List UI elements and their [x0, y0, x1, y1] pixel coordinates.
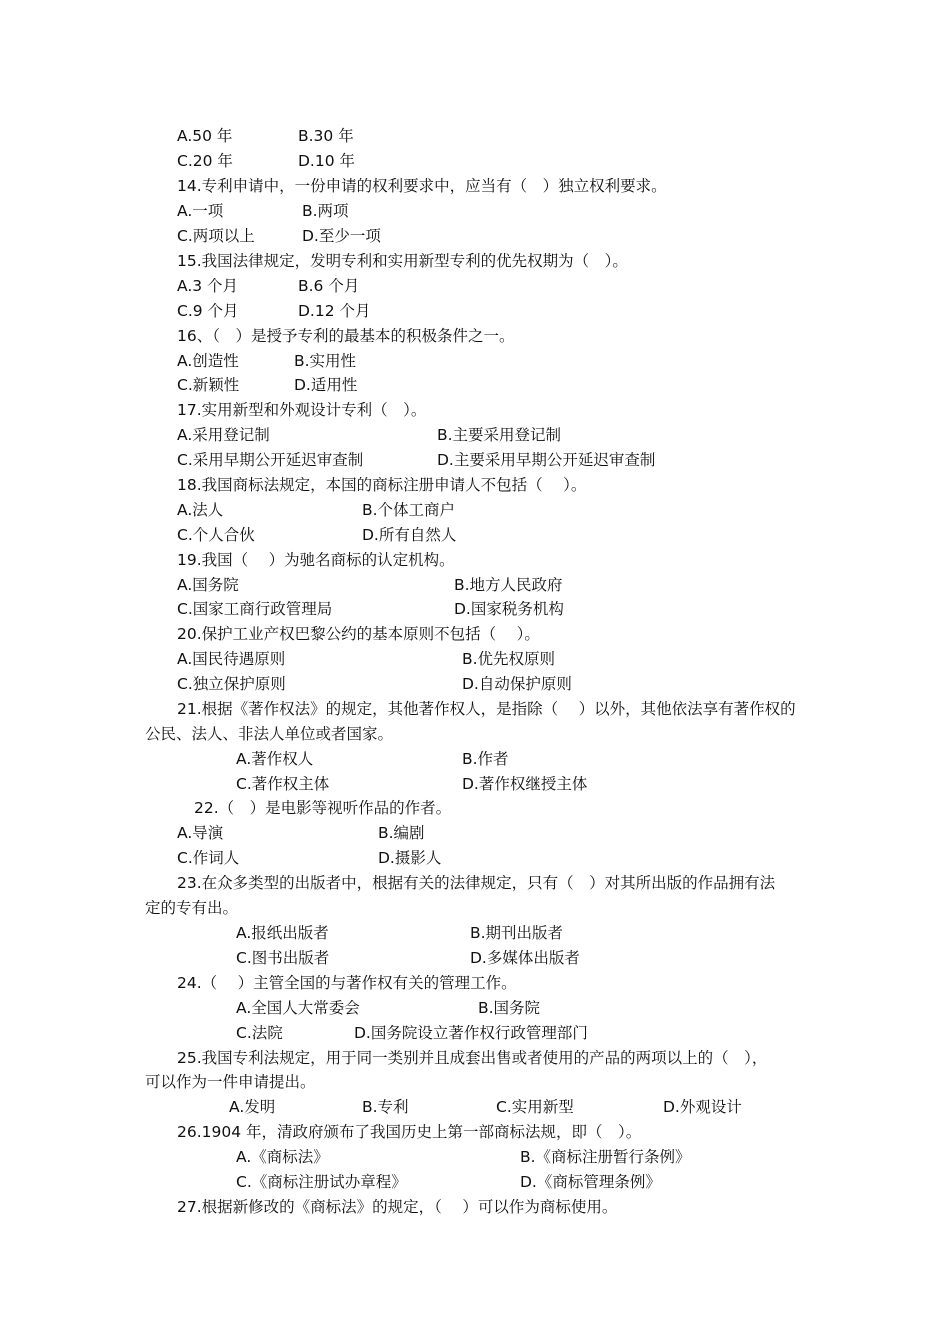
- option-text: B.编剧: [378, 824, 425, 842]
- question-text: 20.保护工业产权巴黎公约的基本原则不包括（ ）。: [177, 625, 540, 643]
- option-text: C.个人合伙: [177, 526, 255, 544]
- option-text: C.独立保护原则: [177, 675, 286, 693]
- option-text: B.个体工商户: [362, 501, 456, 519]
- option-text: B.期刊出版者: [470, 924, 564, 942]
- option-text: C.图书出版者: [236, 949, 330, 967]
- question-text: 27.根据新修改的《商标法》的规定，（ ）可以作为商标使用。: [177, 1198, 618, 1216]
- option-text: B.《商标注册暂行条例》: [520, 1148, 691, 1166]
- question-text: 24.（ ）主管全国的与著作权有关的管理工作。: [177, 974, 517, 992]
- option-text: B.专利: [362, 1098, 409, 1116]
- option-text: D.主要采用早期公开延迟审查制: [437, 451, 656, 469]
- option-text: B.实用性: [294, 352, 357, 370]
- question-text: 25.我国专利法规定，用于同一类别并且成套出售或者使用的产品的两项以上的（ ），: [177, 1049, 768, 1067]
- option-text: A.发明: [229, 1098, 276, 1116]
- option-text: A.国民待遇原则: [177, 650, 286, 668]
- question-text: 26.1904 年，清政府颁布了我国历史上第一部商标法规，即（ ）。: [177, 1123, 642, 1141]
- option-text: A.《商标法》: [236, 1148, 329, 1166]
- option-text: D.所有自然人: [362, 526, 457, 544]
- option-text: A.采用登记制: [177, 426, 270, 444]
- option-text: D.自动保护原则: [462, 675, 572, 693]
- option-text: D.12 个月: [298, 302, 371, 320]
- option-text: C.作词人: [177, 849, 240, 867]
- option-text: C.两项以上: [177, 227, 255, 245]
- option-text: B.优先权原则: [462, 650, 556, 668]
- question-text: 公民、法人、非法人单位或者国家。: [145, 725, 394, 743]
- option-text: C.《商标注册试办章程》: [236, 1173, 407, 1191]
- option-text: B.地方人民政府: [454, 576, 563, 594]
- question-text: 定的专有出。: [145, 899, 239, 917]
- question-text: 18.我国商标法规定，本国的商标注册申请人不包括（ ）。: [177, 476, 587, 494]
- question-text: 21.根据《著作权法》的规定，其他著作权人，是指除（ ）以外，其他依法享有著作权的: [177, 700, 796, 718]
- question-text: 16、（ ）是授予专利的最基本的积极条件之一。: [177, 327, 515, 345]
- option-text: C.著作权主体: [236, 775, 330, 793]
- option-text: A.创造性: [177, 352, 239, 370]
- option-text: D.国务院设立著作权行政管理部门: [354, 1024, 588, 1042]
- option-text: B.主要采用登记制: [437, 426, 562, 444]
- option-text: C.国家工商行政管理局: [177, 600, 333, 618]
- option-text: D.10 年: [298, 152, 356, 170]
- option-text: A.报纸出版者: [236, 924, 329, 942]
- option-text: A.3 个月: [177, 277, 239, 295]
- option-text: B.作者: [462, 750, 509, 768]
- option-text: A.法人: [177, 501, 224, 519]
- option-text: D.国家税务机构: [454, 600, 564, 618]
- option-text: D.著作权继授主体: [462, 775, 588, 793]
- question-text: 23.在众多类型的出版者中，根据有关的法律规定，只有（ ）对其所出版的作品拥有法: [177, 874, 776, 892]
- question-text: 19.我国（ ）为驰名商标的认定机构。: [177, 551, 455, 569]
- option-text: B.国务院: [478, 999, 541, 1017]
- option-text: A.50 年: [177, 127, 233, 145]
- option-text: D.多媒体出版者: [470, 949, 580, 967]
- option-text: A.一项: [177, 202, 224, 220]
- option-text: C.法院: [236, 1024, 283, 1042]
- option-text: B.两项: [302, 202, 349, 220]
- option-text: C.9 个月: [177, 302, 239, 320]
- option-text: A.国务院: [177, 576, 239, 594]
- option-text: B.6 个月: [298, 277, 360, 295]
- option-text: A.全国人大常委会: [236, 999, 360, 1017]
- option-text: C.新颖性: [177, 376, 240, 394]
- option-text: D.摄影人: [378, 849, 442, 867]
- question-text: 17.实用新型和外观设计专利（ ）。: [177, 401, 427, 419]
- option-text: A.著作权人: [236, 750, 314, 768]
- option-text: B.30 年: [298, 127, 354, 145]
- question-text: 22.（ ）是电影等视听作品的作者。: [194, 799, 452, 817]
- option-text: D.外观设计: [663, 1098, 742, 1116]
- question-text: 15.我国法律规定，发明专利和实用新型专利的优先权期为（ ）。: [177, 252, 628, 270]
- option-text: C.采用早期公开延迟审查制: [177, 451, 364, 469]
- question-text: 14.专利申请中，一份申请的权利要求中，应当有（ ）独立权利要求。: [177, 177, 667, 195]
- option-text: C.20 年: [177, 152, 233, 170]
- option-text: D.适用性: [294, 376, 358, 394]
- option-text: C.实用新型: [496, 1098, 574, 1116]
- option-text: D.《商标管理条例》: [520, 1173, 661, 1191]
- question-text: 可以作为一件申请提出。: [145, 1073, 316, 1091]
- option-text: D.至少一项: [302, 227, 381, 245]
- option-text: A.导演: [177, 824, 224, 842]
